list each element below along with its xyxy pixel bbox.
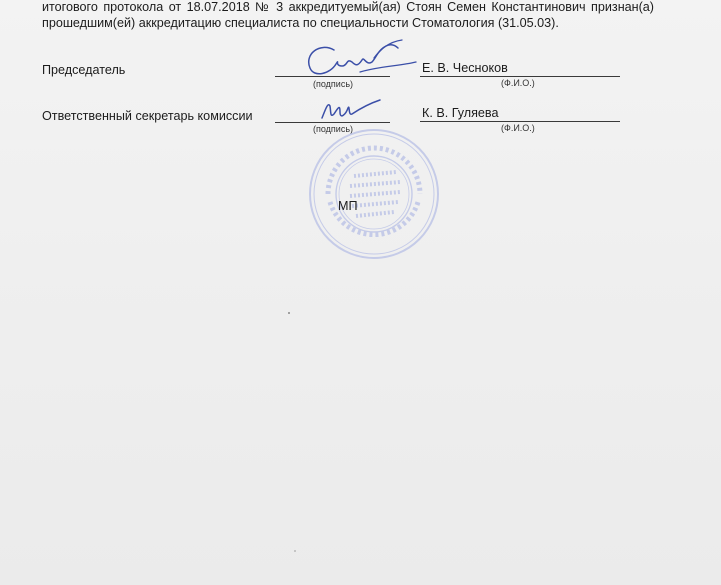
secretary-name-line [420, 121, 620, 122]
paragraph-line-2: прошедшим(ей) аккредитацию специалиста по специальности Стоматология (31.05.03). [42, 16, 559, 30]
chairman-signature-line [275, 76, 390, 77]
chairman-name-line [420, 76, 620, 77]
chairman-signature-caption: (подпись) [313, 79, 354, 89]
secretary-role-label: Ответственный секретарь комиссии [42, 109, 253, 123]
secretary-signature-line [275, 122, 390, 123]
secretary-name: К. В. Гуляева [422, 106, 499, 120]
paper-speck [288, 312, 290, 314]
paper-speck [294, 550, 296, 552]
secretary-signature-caption: (подпись) [313, 124, 354, 134]
body-paragraph [42, 0, 654, 31]
secretary-name-caption: (Ф.И.О.) [501, 123, 535, 133]
paragraph-line-1: итогового протокола от 18.07.2018 № 3 аккредитуемый(ая) Стоян Семен Константинович признан(а) [42, 0, 654, 14]
round-stamp [306, 126, 442, 262]
chairman-name: Е. В. Чесноков [422, 61, 508, 75]
seal-label: МП [338, 199, 358, 213]
chairman-role-label: Председатель [42, 63, 126, 77]
chairman-name-caption: (Ф.И.О.) [501, 78, 535, 88]
